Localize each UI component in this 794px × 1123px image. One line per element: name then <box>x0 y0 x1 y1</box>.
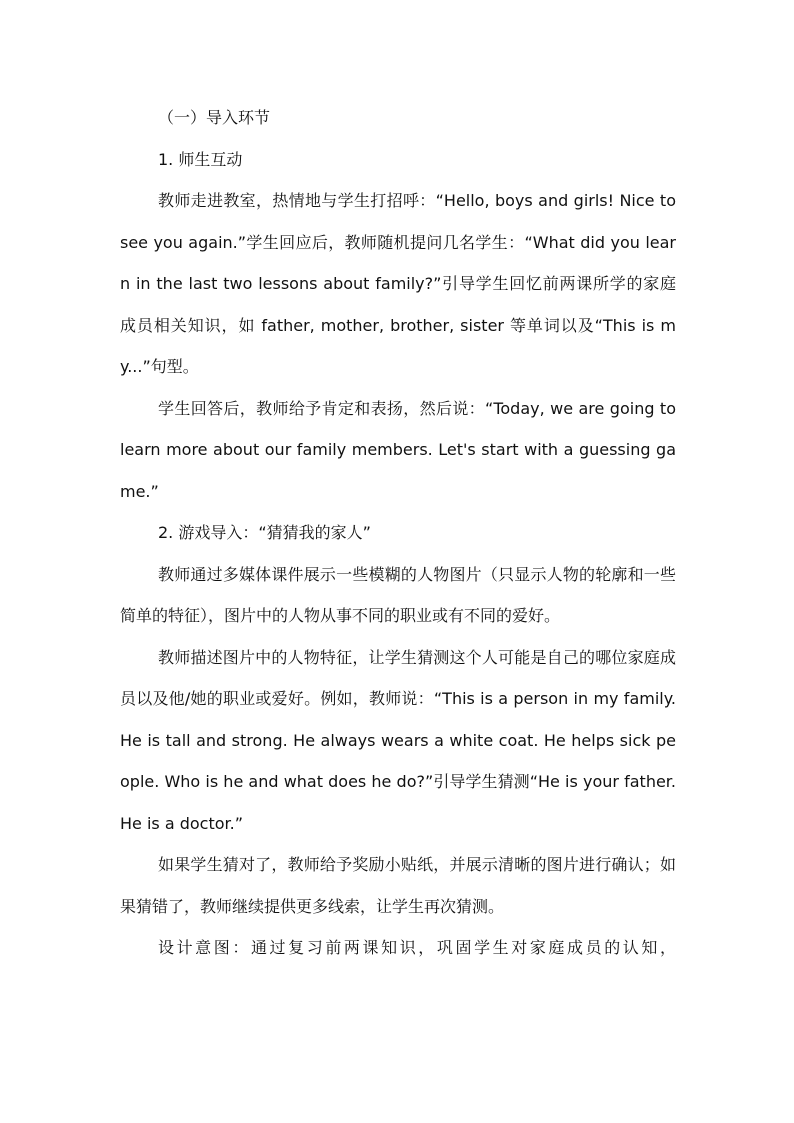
paragraph-greeting: 教师走进教室，热情地与学生打招呼：“Hello, boys and girls! Nice to see you again.”学生回应后，教师随机提问几名学生：“What did you learn in the last two lessons about family?”引导学生回忆前两课所学的家庭成员相关知识，如 father, mother, brother, sister 等单词以及“This is my...”句型。 <box>120 191 676 376</box>
step1-heading: 1. 师生互动 <box>158 149 243 169</box>
paragraph-praise: 学生回答后，教师给予肯定和表扬，然后说：“Today, we are going to learn more about our family members. Let's start with a guessing game.” <box>120 398 676 501</box>
paragraph-pictures: 教师通过多媒体课件展示一些模糊的人物图片（只显示人物的轮廓和一些简单的特征），图片中的人物从事不同的职业或有不同的爱好。 <box>120 564 676 625</box>
paragraph-design-intent: 设计意图：通过复习前两课知识，巩固学生对家庭成员的认知， <box>158 938 676 957</box>
section-heading: （一）导入环节 <box>158 108 271 127</box>
paragraph-reward: 如果学生猜对了，教师给予奖励小贴纸，并展示清晰的图片进行确认；如果猜错了，教师继续提供更多线索，让学生再次猜测。 <box>120 855 676 916</box>
step2-heading: 2. 游戏导入：“猜猜我的家人” <box>158 523 371 542</box>
paragraph-describe: 教师描述图片中的人物特征，让学生猜测这个人可能是自己的哪位家庭成员以及他/她的职业或爱好。例如，教师说：“This is a person in my family. He is tall and strong. He always wears a white coat. He helps sick people. Who is he and what does he do?”引导学生猜测“He is your father. He is a doctor.” <box>120 647 676 833</box>
document-body <box>120 97 676 969</box>
